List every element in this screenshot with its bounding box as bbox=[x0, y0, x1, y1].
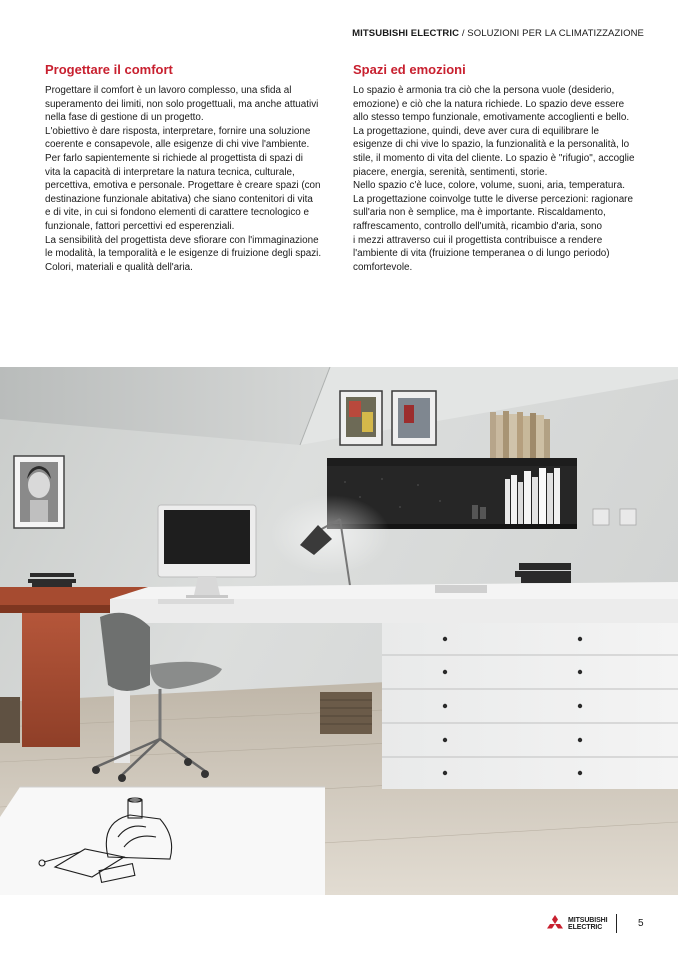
mitsubishi-logo bbox=[545, 915, 607, 935]
left-column-title: Progettare il comfort bbox=[45, 62, 173, 77]
logo-line-1: MITSUBISHI bbox=[568, 917, 608, 924]
right-column-title: Spazi ed emozioni bbox=[353, 62, 466, 77]
right-column bbox=[353, 62, 653, 274]
header-brand: MITSUBISHI ELECTRIC bbox=[352, 28, 460, 39]
header-section: SOLUZIONI PER LA CLIMATIZZAZIONE bbox=[467, 28, 644, 39]
left-column-body: Progettare il comfort è un lavoro complesso, una sfida al superamento dei limiti, non solo progettuali, ma anche attuativi nella fase di gestione di un progetto. L'obiettivo è dare risposta, interpretare, fornire una soluzione coerente e consapevole, alle esigenze di chi vive l'ambiente. Per farlo sapientemente si richiede al progettista di spazi di vita la capacità di interpretare la natura tecnica, culturale, percettiva, emotiva e personale. Progettare è creare spazi (con destinazione funzionale abitativa) che siano contenitori di vita e di vite, in cui si fondono elementi di carattere tecnologico e funzionale, fattori percettivi ed esperenziali. La sensibilità del progettista deve sfiorare con l'immaginazione le modalità, la temporalità e le esigenze di fruizione degli spazi. Colori, materiali e qualità dell'aria. bbox=[45, 85, 322, 273]
logo-wordmark bbox=[568, 917, 607, 931]
logo-line-2: ELECTRIC bbox=[568, 924, 603, 931]
mitsubishi-three-diamonds-icon bbox=[545, 915, 565, 933]
left-column bbox=[45, 62, 337, 274]
page-number: 5 bbox=[638, 918, 644, 929]
right-column-body: Lo spazio è armonia tra ciò che la persona vuole (desiderio, emozione) e ciò che la natura richiede. Lo spazio deve essere allo stesso tempo funzionale, emotivamente accoglienti e bello. La progettazione, quindi, deve aver cura di equilibrare le esigenze di chi vive lo spazio, la funzionalità e la personalità, lo stile, il momento di vita del cliente. Lo spazio è "rifugio", accoglie piacere, energia, serenità, sentimenti, storie. Nello spazio c'è luce, colore, volume, suoni, aria, temperatura. La progettazione coinvolge tutte le diverse percezioni: ragionare sull'aria non è semplice, ma è importante. Riscaldamento, raffrescamento, controllo dell'umità, ricambio d'aria, sono i mezzi attraverso cui il progettista contribuisce a rendere l'ambiente di vita (fruizione temperanea o di lungo periodo) comfortevole. bbox=[353, 85, 635, 273]
interior-photo bbox=[0, 367, 678, 895]
footer-divider bbox=[616, 914, 617, 933]
header-separator: / bbox=[459, 28, 468, 39]
page-header bbox=[352, 28, 644, 39]
